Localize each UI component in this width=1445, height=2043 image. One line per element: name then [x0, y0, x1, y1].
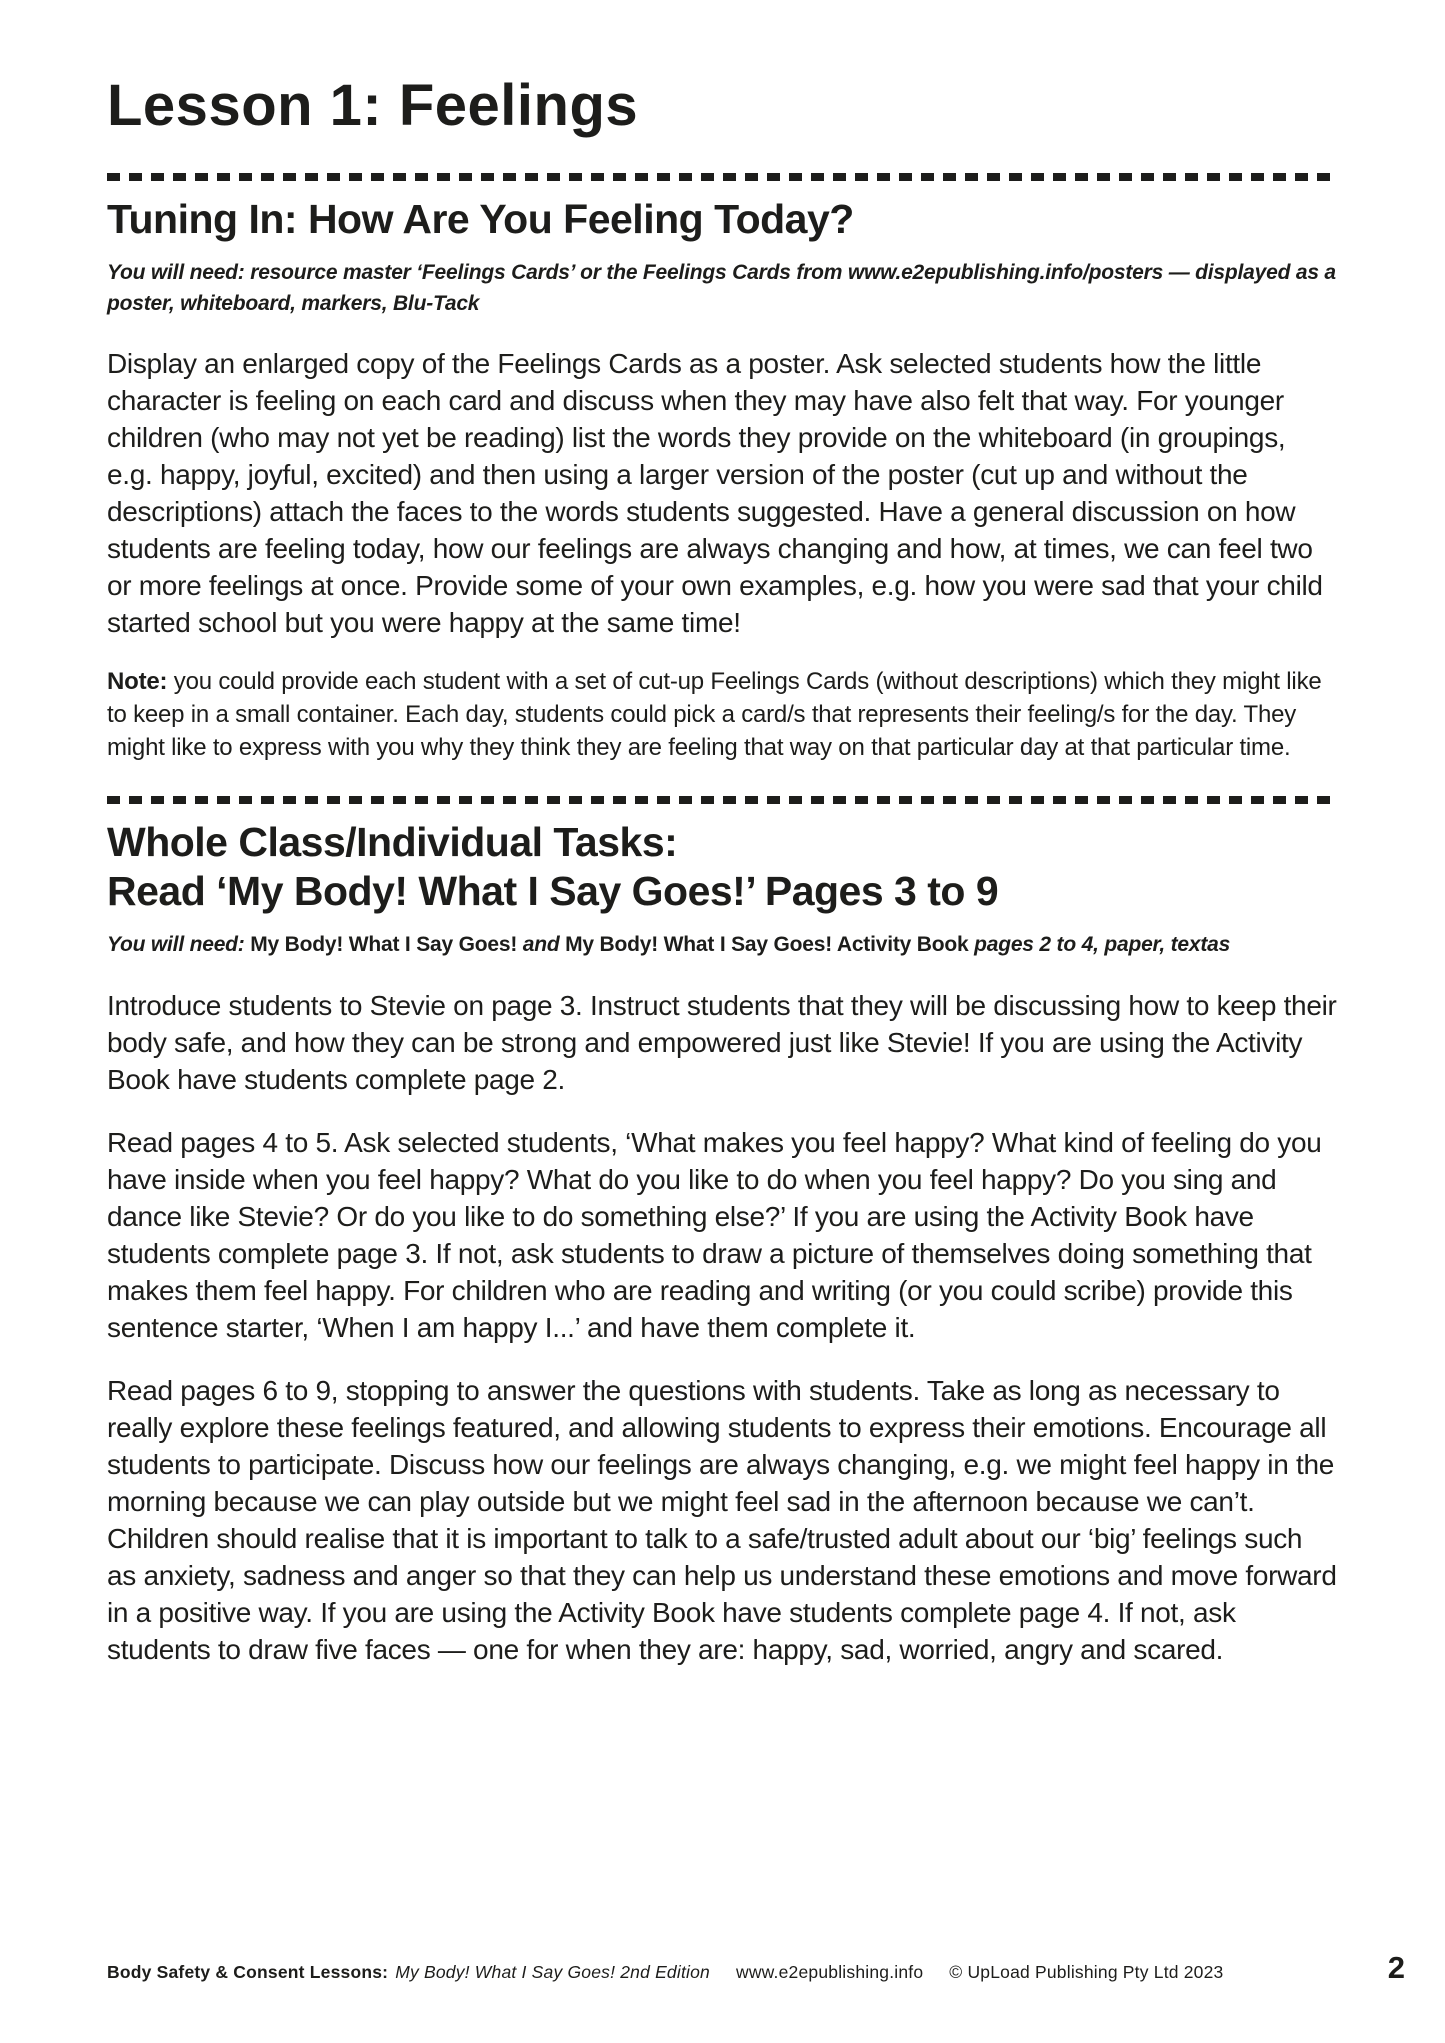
you-will-need-prefix: You will need:: [107, 933, 251, 957]
paragraph-read-pages-6-9: Read pages 6 to 9, stopping to answer the questions with students. Take as long as necessary to really explore these feelings featured, and allowing students to express their emotions. Encourage all students to participate. Discuss how our feelings are always changing, e.g. we might feel happy in the morning because we can play outside but we might feel sad in the afternoon because we can’t. Children should realise that it is important to talk to a safe/trusted adult about our ‘big’ feelings such as anxiety, sadness and anger so that they can help us understand these emotions and move forward in a positive way. If you are using the Activity Book have students complete page 4. If not, ask students to draw five faces — one for when they are: happy, sad, worried, angry and scared.: [107, 1374, 1337, 1665]
dashed-divider: [107, 173, 1338, 181]
note-body: you could provide each student with a set of cut-up Feelings Cards (without descriptions) which they might like to keep in a small container. Each day, students could pick a card/s that represents their feeling/s for the day. They might like to express with you why they think they are feeling that way on that particular day at that particular time.: [107, 667, 1322, 761]
section-heading-line1: Whole Class/Individual Tasks:: [107, 818, 678, 865]
note-paragraph: [107, 665, 1338, 764]
you-will-need-line: [107, 258, 1338, 319]
section-heading-tuning-in: Tuning In: How Are You Feeling Today?: [107, 195, 854, 242]
paragraph-display-feelings-cards: Display an enlarged copy of the Feelings Cards as a poster. Ask selected students how the little character is feeling on each card and discuss when they may have also felt that way. For younger children (who may not yet be reading) list the words they provide on the whiteboard (in groupings, e.g. happy, joyful, excited) and then using a larger version of the poster (cut up and without the descriptions) attach the faces to the words students suggested. Have a general discussion on how students are feeling today, how our feelings are always changing and how, at times, we can feel two or more feelings at once. Provide some of your own examples, e.g. how you were sad that your child started school but you were happy at the same time!: [107, 347, 1323, 638]
paragraph-introduce-stevie: Introduce students to Stevie on page 3. Instruct students that they will be discussing how to keep their body safe, and how they can be strong and empowered just like Stevie! If you are using the Activity Book have students complete page 2.: [107, 989, 1337, 1095]
you-will-need-conjunction: and: [517, 933, 566, 957]
you-will-need-suffix: pages 2 to 4, paper, textas: [968, 933, 1231, 957]
note-label: Note:: [107, 667, 168, 695]
dashed-divider: [107, 796, 1338, 804]
footer-book-title: My Body! What I Say Goes! 2nd Edition: [395, 1962, 710, 1982]
section-heading-whole-class: [107, 818, 1338, 916]
page-number: 2: [1387, 1950, 1405, 1985]
page-footer: [107, 1950, 1405, 1986]
book-title-text: My Body! What I Say Goes!: [250, 933, 518, 957]
you-will-need-text: You will need: resource master ‘Feelings Cards’ or the Feelings Cards from www.e2epublishing.info/posters — displayed as a poster, whiteboard, markers, Blu-Tack: [107, 261, 1336, 315]
you-will-need-line: [107, 930, 1338, 960]
page-title: Lesson 1: Feelings: [107, 73, 639, 138]
activity-book-title-text: My Body! What I Say Goes! Activity Book: [565, 933, 969, 957]
footer-website: www.e2epublishing.info: [735, 1962, 924, 1982]
section-heading-line2: Read ‘My Body! What I Say Goes!’ Pages 3 to 9: [107, 868, 999, 915]
footer-copyright: © UpLoad Publishing Pty Ltd 2023: [949, 1962, 1224, 1982]
footer-series-label: Body Safety & Consent Lessons:: [107, 1962, 389, 1982]
paragraph-read-pages-4-5: Read pages 4 to 5. Ask selected students, ‘What makes you feel happy? What kind of feeling do you have inside when you feel happy? What do you like to do when you feel happy? Do you sing and dance like Stevie? Or do you like to do something else?’ If you are using the Activity Book have students complete page 3. If not, ask students to draw a picture of themselves doing something that makes them feel happy. For children who are reading and writing (or you could scribe) provide this sentence starter, ‘When I am happy I...’ and have them complete it.: [107, 1126, 1322, 1343]
